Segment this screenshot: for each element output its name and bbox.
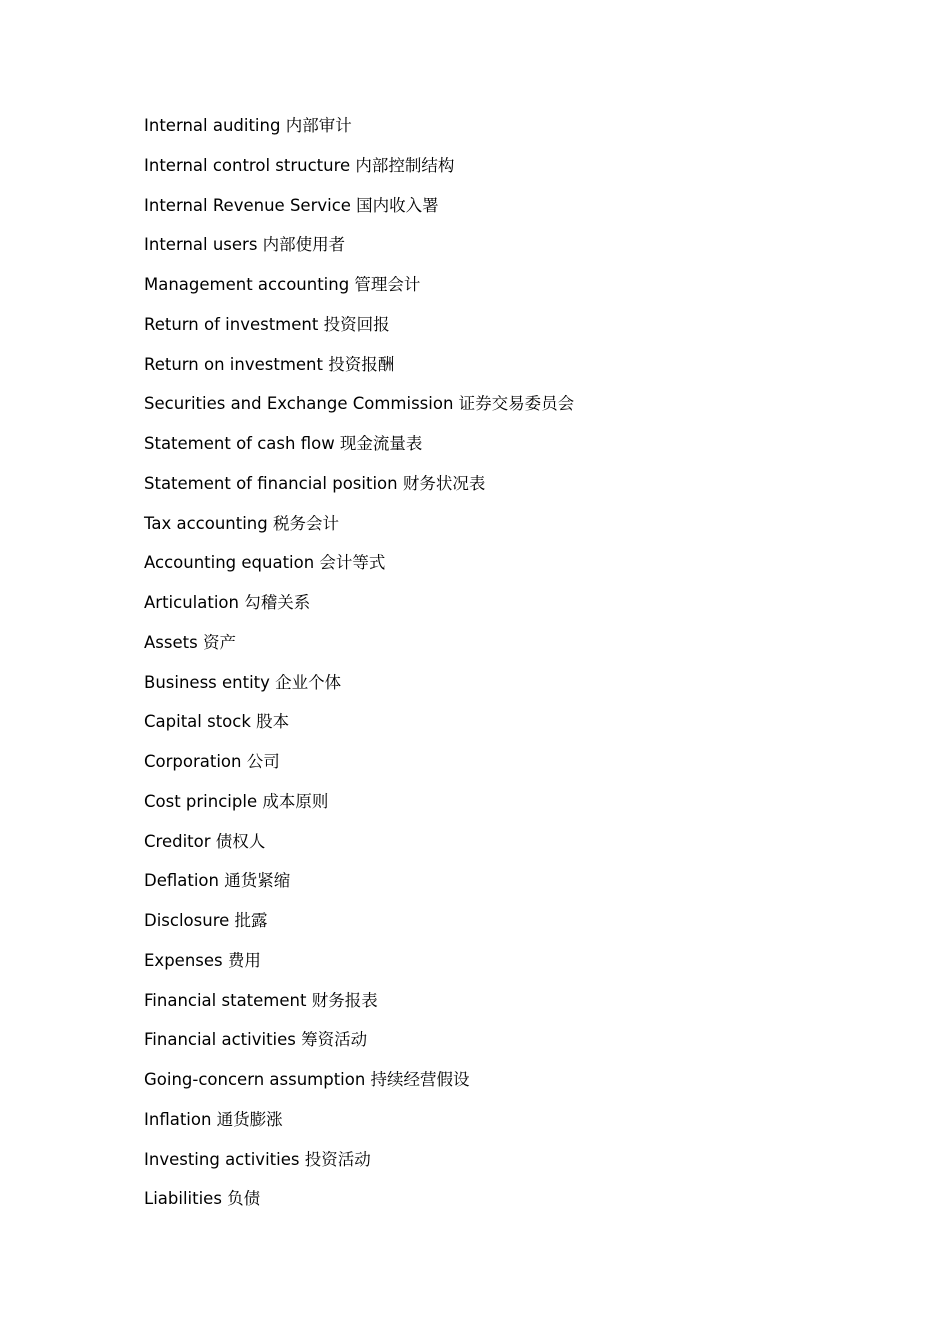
glossary-term: Business entity 企业个体 — [144, 672, 342, 692]
glossary-term: Expenses 费用 — [144, 950, 261, 970]
glossary-term: Management accounting 管理会计 — [144, 275, 421, 294]
glossary-term: Corporation 公司 — [144, 752, 280, 771]
glossary-term: Return on investment 投资报酬 — [144, 354, 395, 374]
glossary-term: Return of investment 投资回报 — [144, 314, 390, 334]
glossary-term: Internal auditing 内部审计 — [144, 116, 352, 135]
glossary-term: Disclosure 批露 — [144, 911, 268, 930]
glossary-term: Investing activities 投资活动 — [144, 1149, 371, 1169]
glossary-term: Securities and Exchange Commission 证券交易委员会 — [144, 394, 575, 414]
glossary-term: Capital stock 股本 — [144, 712, 290, 732]
glossary-term: Financial statement 财务报表 — [144, 990, 378, 1010]
glossary-term: Inflation 通货膨涨 — [144, 1109, 283, 1129]
glossary-term: Internal users 内部使用者 — [144, 235, 346, 255]
glossary-term: Statement of financial position 财务状况表 — [144, 473, 486, 493]
glossary-term: Accounting equation 会计等式 — [144, 553, 386, 573]
glossary-term: Creditor 债权人 — [144, 831, 266, 851]
glossary-term: Cost principle 成本原则 — [144, 791, 329, 811]
glossary-term-list — [144, 113, 574, 1226]
glossary-term: Statement of cash flow 现金流量表 — [144, 434, 423, 453]
glossary-term: Going-concern assumption 持续经营假设 — [144, 1070, 470, 1089]
glossary-term: Internal Revenue Service 国内收入署 — [144, 195, 439, 215]
glossary-term: Articulation 勾稽关系 — [144, 593, 311, 612]
glossary-term: Tax accounting 税务会计 — [144, 513, 339, 533]
glossary-term: Liabilities 负债 — [144, 1189, 261, 1209]
glossary-term: Assets 资产 — [144, 632, 236, 652]
glossary-term: Deflation 通货紧缩 — [144, 871, 291, 891]
glossary-term: Internal control structure 内部控制结构 — [144, 155, 455, 175]
glossary-term: Financial activities 筹资活动 — [144, 1030, 368, 1050]
